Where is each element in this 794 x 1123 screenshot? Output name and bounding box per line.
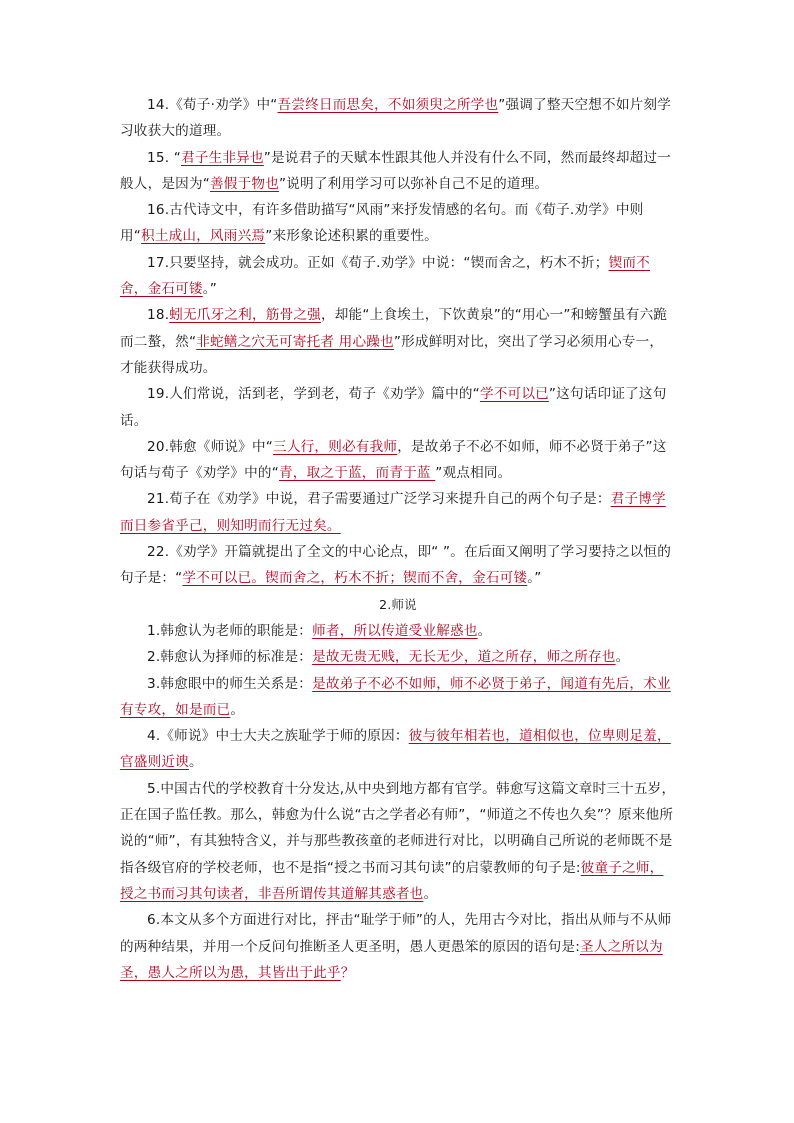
answer: 圣人之所以为圣，愚人之所以为愚，其皆出于此乎 — [120, 938, 663, 981]
shi-item-1: 1.韩愈认为老师的职能是：师者，所以传道受业解惑也。 — [147, 622, 492, 639]
answer: 学不可以已 — [479, 386, 549, 403]
answer: 师者，所以传道受业解惑也 — [312, 622, 478, 639]
answer: 君子博学而日参省乎己，则知明而行无过矣。 — [120, 491, 666, 534]
item-16: 16.古代诗文中，有许多借助描写“风雨”来抒发情感的名句。而《荀子.劝学》中则用“积土成山，风雨兴焉”来形象论述积累的重要性。 — [120, 202, 644, 245]
document-body — [120, 92, 676, 986]
answer: 是故无贵无贱，无长无少，道之所存，师之所存也 — [312, 649, 616, 666]
answer: 君子生非异也 — [181, 149, 264, 166]
answer: 青，取之于蓝，而青于蓝 — [278, 465, 436, 482]
answer: 积土成山，风雨兴焉 — [141, 228, 266, 245]
answer: 吾尝终日而思矣，不如须臾之所学也 — [277, 97, 499, 113]
item-18: 18.蚓无爪牙之利，筋骨之强，却能“上食埃土，下饮黄泉”的“用心一”和螃蟹虽有六跪而二螯，然“非蛇鳝之穴无可寄托者 用心躁也”形成鲜明对比，突出了学习必须用心专一，才能获得成功。 — [120, 307, 668, 376]
answer: 三人行，则必有我师 — [273, 438, 398, 455]
shi-item-6: 6.本文从多个方面进行对比，抨击“耻学于师”的人，先用古今对比，指出从师与不从师的两种结果，并用一个反问句推断圣人更圣明，愚人更愚笨的原因的语句是:圣人之所以为圣，愚人之所以为愚，其皆出于此乎？ — [120, 912, 672, 981]
answer: 彼与彼年相若也，道相似也，位卑则足羞，官盛则近谀 — [120, 728, 671, 771]
answer: 蚓无爪牙之利，筋骨之强 — [169, 307, 321, 324]
answer: 彼童子之师，授之书而习其句读者，非吾所谓传其道解其惑者也 — [120, 859, 664, 902]
answer: 非蛇鳝之穴无可寄托者 用心躁也 — [196, 333, 394, 350]
item-20: 20.韩愈《师说》中“三人行，则必有我师，是故弟子不必不如师，师不必贤于弟子”这句话与荀子《劝学》中的“青，取之于蓝，而青于蓝 ”观点相同。 — [120, 438, 667, 482]
section-title: 2.师说 — [379, 596, 417, 612]
answer: 锲而不舍，金石可镂 — [120, 254, 650, 298]
answer: 是故弟子不必不如师，师不必贤于弟子，闻道有先后，术业有专攻，如是而已 — [120, 675, 671, 718]
item-21: 21.荀子在《劝学》中说，君子需要通过广泛学习来提升自己的两个句子是：君子博学而日参省乎己，则知明而行无过矣。 — [120, 491, 666, 534]
shi-item-3: 3.韩愈眼中的师生关系是：是故弟子不必不如师，师不必贤于弟子，闻道有先后，术业有专攻，如是而已。 — [120, 675, 671, 718]
item-19: 19.人们常说，活到老，学到老，荀子《劝学》篇中的“学不可以已”这句话印证了这句话。 — [120, 386, 667, 429]
item-14: 14.《荀子·劝学》中“吾尝终日而思矣，不如须臾之所学也”强调了整天空想不如片刻学习收获大的道理。 — [120, 97, 672, 140]
shi-item-4: 4.《师说》中士大夫之族耻学于师的原因：彼与彼年相若也，道相似也，位卑则足羞，官盛则近谀。 — [120, 728, 671, 771]
item-22: 22.《劝学》开篇就提出了全文的中心论点，即“ ”。在后面又阐明了学习要持之以恒的句子是：“学不可以已。锲而舍之，朽木不折；锲而不舍，金石可镂。” — [120, 544, 672, 587]
shi-item-2: 2.韩愈认为择师的标准是：是故无贵无贱，无长无少，道之所存，师之所存也。 — [147, 649, 630, 666]
shi-item-5: 5.中国古代的学校教育十分发达,从中央到地方都有官学。韩愈写这篇文章时三十五岁，正在国子监任教。那么，韩愈为什么说“古之学者必有师”，“师道之不传也久矣”？原来他所说的“师”，有其独特含义，并与那些教孩童的老师进行对比，以明确自己所说的老师既不是指各级官府的学校老师，也不是指“授之书而习其句读”的启蒙教师的句子是:彼童子之师，授之书而习其句读者，非吾所谓传其道解其惑者也。 — [120, 780, 676, 902]
answer: 学不可以已。锲而舍之，朽木不折；锲而不舍，金石可镂 — [182, 570, 528, 587]
item-15: 15. “君子生非异也”是说君子的天赋本性跟其他人并没有什么不同，然而最终却超过一般人，是因为“善假于物也”说明了利用学习可以弥补自己不足的道理。 — [120, 149, 672, 192]
item-17: 17.只要坚持，就会成功。正如《荀子.劝学》中说：“锲而舍之，朽木不折；锲而不舍，金石可镂。” — [120, 254, 650, 298]
answer: 善假于物也 — [210, 175, 279, 192]
